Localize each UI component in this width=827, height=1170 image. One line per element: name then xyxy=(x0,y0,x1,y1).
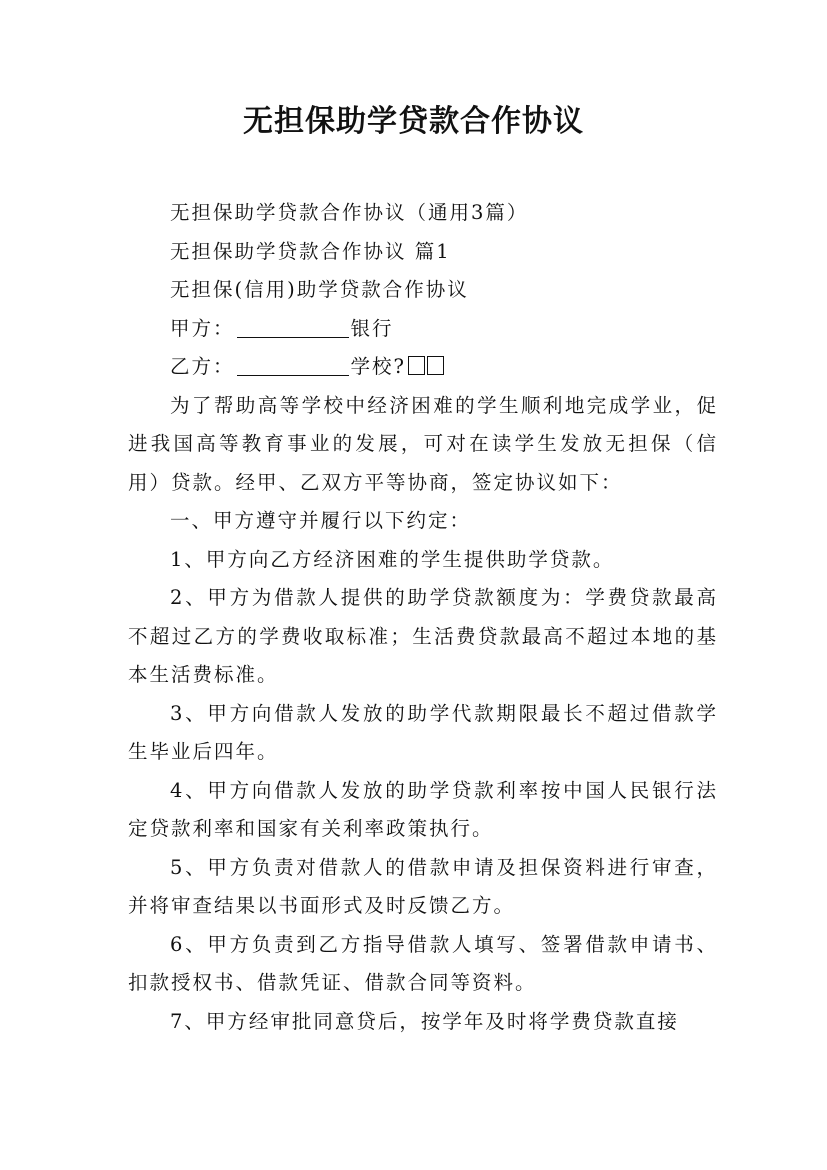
party-b-line xyxy=(128,348,718,387)
clause-paragraph: 3、甲方向借款人发放的助学代款期限最长不超过借款学生毕业后四年。 xyxy=(128,701,718,763)
intro-line: 无担保助学贷款合作协议（通用3篇） xyxy=(170,201,529,224)
preamble-paragraph: 为了帮助高等学校中经济困难的学生顺利地完成学业，促进我国高等教育事业的发展，可对在读学生发放无担保（信用）贷款。经甲、乙双方平等协商，签定协议如下： xyxy=(128,393,718,494)
clause-paragraph: 7、甲方经审批同意贷后，按学年及时将学费贷款直接 xyxy=(170,1009,679,1033)
clause-paragraph: 5、甲方负责对借款人的借款申请及担保资料进行审查，并将审查结果以书面形式及时反馈乙方。 xyxy=(128,855,718,917)
party-a-blank xyxy=(237,317,349,338)
clause-paragraph: 6、甲方负责到乙方指导借款人填写、签署借款申请书、扣款授权书、借款凭证、借款合同等资料。 xyxy=(128,932,718,994)
clause-paragraph: 2、甲方为借款人提供的助学贷款额度为：学费贷款最高不超过乙方的学费收取标准；生活费贷款最高不超过本地的基本生活费标准。 xyxy=(128,586,718,686)
party-a-suffix: 银行 xyxy=(350,316,394,340)
intro-line: 无担保(信用)助学贷款合作协议 xyxy=(170,278,469,301)
placeholder-box-icon xyxy=(427,356,444,375)
clause-paragraph: 1、甲方向乙方经济困难的学生提供助学贷款。 xyxy=(170,547,615,571)
placeholder-box-icon xyxy=(408,356,425,375)
party-a-line xyxy=(128,310,718,349)
clause-paragraph: 4、甲方向借款人发放的助学贷款利率按中国人民银行法定贷款利率和国家有关利率政策执行。 xyxy=(128,778,718,840)
document-title: 无担保助学贷款合作协议 xyxy=(243,104,584,139)
party-b-blank xyxy=(237,355,349,376)
party-b-suffix: 学校? xyxy=(350,355,406,378)
party-a-label: 甲方： xyxy=(170,316,235,340)
section-heading: 一、甲方遵守并履行以下约定： xyxy=(170,509,472,532)
intro-line: 无担保助学贷款合作协议 篇1 xyxy=(170,239,451,263)
document-body xyxy=(128,194,718,1041)
party-b-label: 乙方： xyxy=(170,355,235,378)
